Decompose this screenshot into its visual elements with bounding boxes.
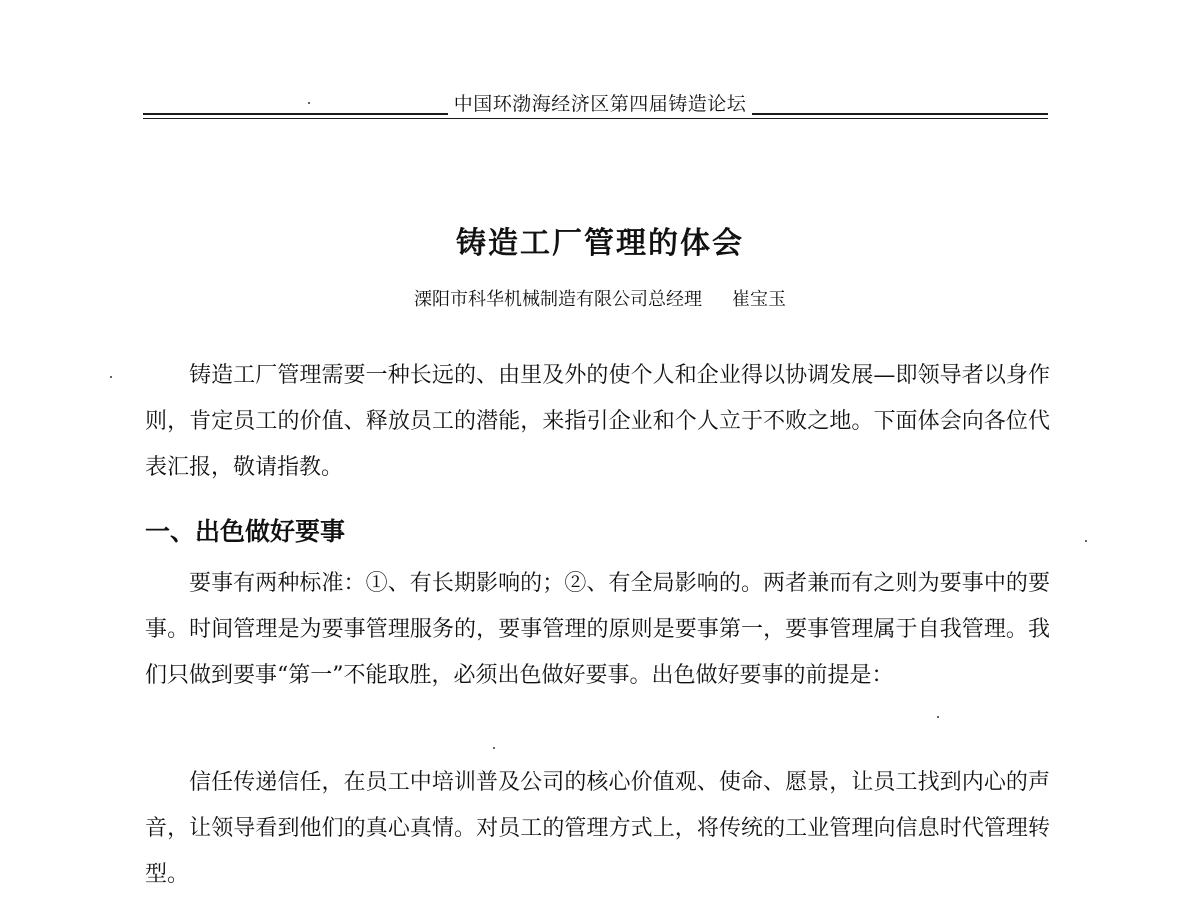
scan-speck <box>308 102 310 104</box>
author-affiliation: 溧阳市科华机械制造有限公司总经理 <box>414 289 702 310</box>
header-rule-bottom <box>143 118 1048 119</box>
scan-speck <box>1085 540 1087 542</box>
section-heading: 一、出色做好要事 <box>145 517 346 546</box>
byline <box>0 285 1200 311</box>
scan-speck <box>110 376 112 378</box>
article-title: 铸造工厂管理的体会 <box>456 226 744 261</box>
scan-speck <box>937 716 939 718</box>
section-paragraph: 信任传递信任，在员工中培训普及公司的核心价值观、使命、愿景，让员工找到内心的声音，让领导看到他们的真心真情。对员工的管理方式上，将传统的工业管理向信息时代管理转型。 <box>145 770 1050 887</box>
scan-speck <box>493 747 495 749</box>
intro-paragraph: 铸造工厂管理需要一种长远的、由里及外的使个人和企业得以协调发展—即领导者以身作则，肯定员工的价值、释放员工的潜能，来指引企业和个人立于不败之地。下面体会向各位代表汇报，敬请指教。 <box>145 363 1050 480</box>
author-name: 崔宝玉 <box>732 289 786 310</box>
running-header <box>0 89 1200 116</box>
section-paragraph: 要事有两种标准：①、有长期影响的；②、有全局影响的。两者兼而有之则为要事中的要事。时间管理是为要事管理服务的，要事管理的原则是要事第一，要事管理属于自我管理。我们只做到要事“第一”不能取胜，必须出色做好要事。出色做好要事的前提是： <box>145 571 1050 688</box>
running-header-text: 中国环渤海经济区第四届铸造论坛 <box>448 93 753 115</box>
